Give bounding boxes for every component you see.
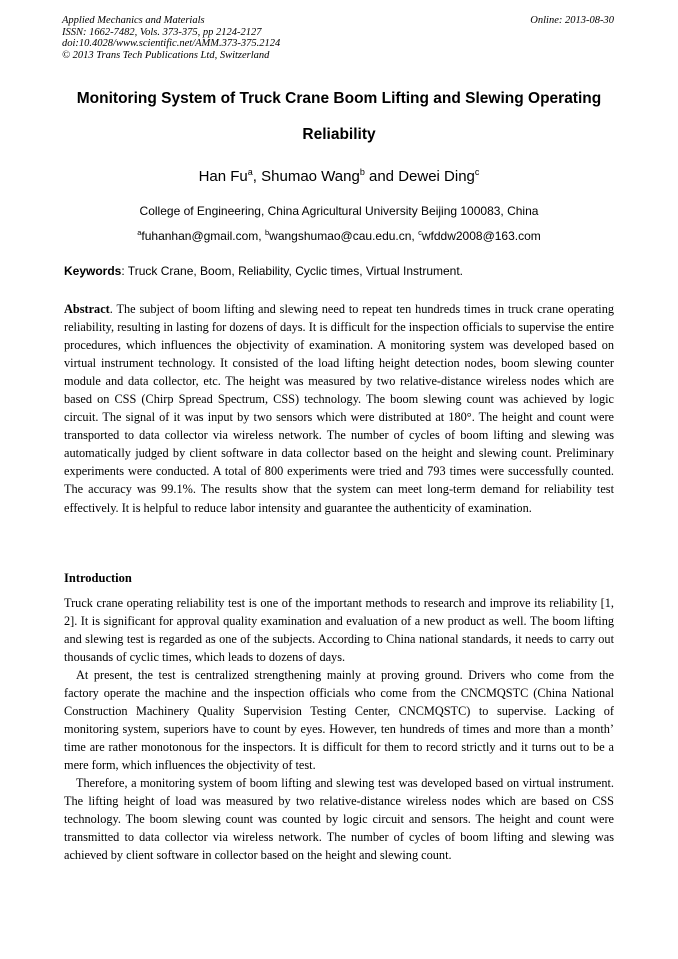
author-superscript: c bbox=[474, 167, 480, 177]
email-superscript: c bbox=[418, 228, 422, 237]
author-name: Han Fu bbox=[198, 168, 248, 185]
author-superscript: b bbox=[359, 167, 365, 177]
abstract-label: Abstract bbox=[64, 302, 110, 316]
journal-name: Applied Mechanics and Materials bbox=[62, 15, 205, 26]
abstract-text: . The subject of boom lifting and slewing need to repeat ten hundreds times in truck crane operating reliability, resulting in lasting for dozens of days. It is difficult for the inspection officials to supervise the entire procedures, which influences the objectivity of examination. A monitoring system was developed based on virtual instrument technology. It consisted of the load lifting height detection nodes, boom slewing counter module and data collector, etc. The height was measured by two relative-distance wireless nodes which are based on CSS (Chirp Spread Spectrum, CSS) technology. The boom slewing count was achieved by logic circuit. The signal of it was input by two sensors which were distributed at 180°. The height and count were transported to data collector via wireless network. The number of cycles of boom lifting and slewing was automatically judged by client software in data collector based on the height and slewing count. Preliminary experiments were conducted. A total of 800 experiments were tried and 793 times were successfully counted. The accuracy was 99.1%. The results show that the system can meet long-term demand for reliability test effectively. It is helpful to reduce labor intensity and guarantee the authenticity of examination. bbox=[64, 302, 614, 515]
author-superscript: a bbox=[247, 167, 253, 177]
online-date: Online: 2013-08-30 bbox=[530, 15, 614, 26]
email-address: wfddw2008@163.com bbox=[421, 229, 541, 243]
paper-title-line-2: Reliability bbox=[302, 126, 376, 143]
affiliation: College of Engineering, China Agricultural University Beijing 100083, China bbox=[139, 204, 539, 218]
copyright-line: © 2013 Trans Tech Publications Ltd, Switzerland bbox=[62, 49, 270, 61]
doi-line: doi:10.4028/www.scientific.net/AMM.373-375.2124 bbox=[62, 38, 281, 49]
issn-line: ISSN: 1662-7482, Vols. 373-375, pp 2124-2127 bbox=[62, 26, 262, 38]
email-list bbox=[0, 229, 678, 243]
introduction-paragraph: Truck crane operating reliability test is one of the important methods to research and improve its reliability [1, 2]. It is significant for approval quality examination and evaluation of a new product as well. The boom lifting and slewing test is regarded as one of the subjects. According to China national standards, it needs to carry out thousands of cyclic times, which leads to dozens of days. bbox=[64, 596, 614, 665]
email-superscript: a bbox=[137, 228, 142, 237]
email-address: wangshumao@cau.edu.cn, bbox=[269, 229, 419, 243]
introduction-paragraph: At present, the test is centralized strengthening mainly at proving ground. Drivers who come from the factory operate the machine and the inspection officials who come from the CNCMQSTC (China National Construction Machinery Quality Supervision Testing Center, CNCMQSTC) to supervise. Lacking of monitoring system, superiors have to count by eyes. However, ten hundreds of times and more than a month’ time are rather monotonous for the inspectors. It is difficult for them to record strictly and it turns out to be a mere form, which influences the objectivity of test. bbox=[64, 668, 614, 773]
author-name: Dewei Ding bbox=[398, 168, 475, 185]
abstract bbox=[64, 300, 614, 517]
author-separator: and bbox=[364, 168, 399, 185]
email-address: fuhanhan@gmail.com, bbox=[141, 229, 265, 243]
author-list bbox=[0, 168, 678, 185]
section-heading-introduction: Introduction bbox=[64, 571, 132, 585]
paper-title-line-1: Monitoring System of Truck Crane Boom Lifting and Slewing Operating bbox=[76, 90, 602, 107]
introduction-paragraph: Therefore, a monitoring system of boom lifting and slewing test was developed based on virtual instrument. The lifting height of load was measured by two relative-distance wireless nodes which are based on CSS technology. The boom slewing count was counted by logic circuit and sensors. The height and count were transmitted to data collector via wireless network. The number of cycles of boom lifting and slewing was achieved by client software in collector based on the height and slewing count. bbox=[64, 776, 614, 863]
keywords-label: Keywords bbox=[64, 264, 122, 278]
author-separator: , bbox=[252, 168, 262, 185]
keywords bbox=[64, 264, 616, 278]
author-name: Shumao Wang bbox=[261, 168, 360, 185]
keywords-text: : Truck Crane, Boom, Reliability, Cyclic times, Virtual Instrument. bbox=[121, 264, 464, 278]
journal-header bbox=[62, 15, 280, 61]
email-superscript: b bbox=[264, 228, 270, 237]
